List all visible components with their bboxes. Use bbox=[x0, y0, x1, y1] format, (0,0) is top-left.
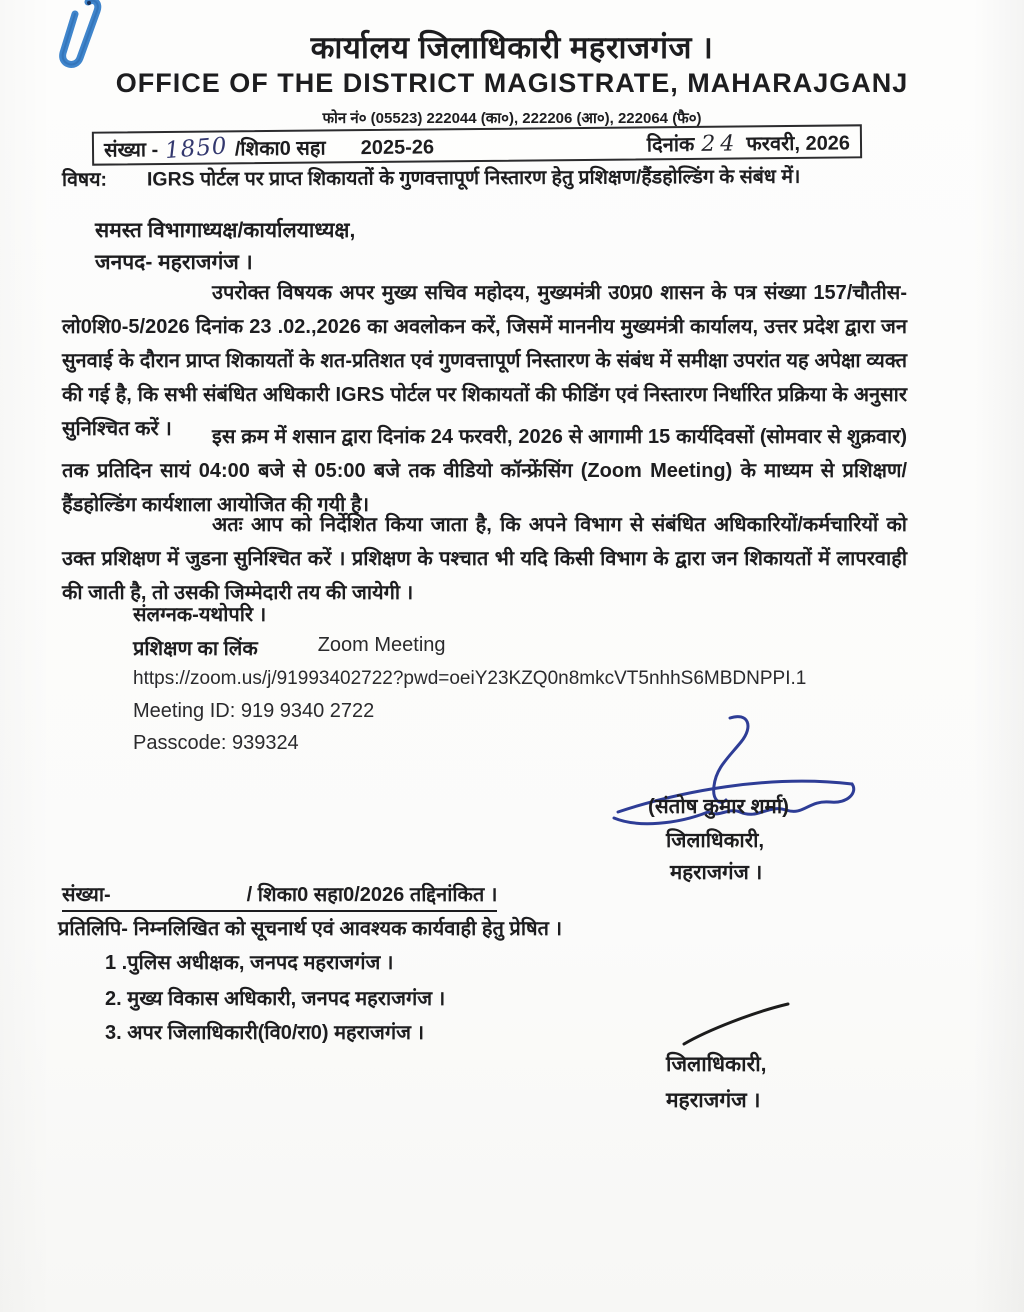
office-title-hindi: कार्यालय जिलाधिकारी महराजगंज । bbox=[310, 30, 714, 65]
copy-ref-blank bbox=[119, 880, 239, 907]
ref-date-handwritten: 24 bbox=[701, 130, 740, 157]
subject-text: IGRS पोर्टल पर प्राप्त शिकायतों के गुणवत्तापूर्ण निस्तारण हेतु प्रशिक्षण/हैंडहोल्डिंग के संबंध में। bbox=[146, 165, 801, 191]
copy-item-1: 1 .पुलिस अधीक्षक, जनपद महराजगंज । bbox=[105, 952, 394, 974]
paragraph-1: उपरोक्त विषयक अपर मुख्य सचिव महोदय, मुख्यमंत्री उ0प्र0 शासन के पत्र संख्या 157/चौतीस-लो0शि0-5/2026 दिनांक 23 .02.,2026 का अवलोकन करें, जिसमें माननीय मुख्यमंत्री कार्यालय, उत्तर प्रदेश द्वारा जन सुनवाई के दौरान प्राप्त शिकायतों के शत-प्रतिशत एवं गुणवत्तापूर्ण निस्तारण के संबंध में समीक्षा उपरांत यह अपेक्षा व्यक्त की गई है, कि सभी संबंधित अधिकारी IGRS पोर्टल पर शिकायतों की फीडिंग एवं निस्तारण निर्धारित प्रक्रिया के अनुसार सुनिश्चित करें । bbox=[62, 282, 907, 440]
copy-intro-line: प्रतिलिपि- निम्नलिखित को सूचनार्थ एवं आवश्यक कार्यवाही हेतु प्रेषित । bbox=[58, 918, 563, 940]
ref-number-label: संख्या - bbox=[103, 138, 159, 162]
ref-number-handwritten: 1850 bbox=[164, 132, 229, 164]
paragraph-2: इस क्रम में शसान द्वारा दिनांक 24 फरवरी, 2026 से आगामी 15 कार्यदिवसों (सोमवार से शुक्रवार) तक प्रतिदिन सायं 04:00 बजे से 05:00 बजे तक वीडियो कॉन्फ्रेंसिंग (Zoom Meeting) के माध्यम से प्रशिक्षण/हैंडहोल्डिंग कार्यशाला आयोजित की गयी है। bbox=[62, 426, 907, 516]
zoom-meeting-url: https://zoom.us/j/91993402722?pwd=oeiY23KZQ0n8mkcVT5nhhS6MBDNPPI.1 bbox=[133, 668, 807, 689]
signature-ink-icon bbox=[608, 712, 870, 844]
copy-ref-line bbox=[62, 880, 497, 912]
subject-line bbox=[62, 161, 942, 192]
training-link-label: प्रशिक्षण का लिंक bbox=[133, 638, 258, 660]
bottom-district: महराजगंज । bbox=[666, 1089, 761, 1112]
copy-item-2: 2. मुख्य विकास अधिकारी, जनपद महराजगंज । bbox=[105, 988, 446, 1010]
zoom-meeting-title: Zoom Meeting bbox=[317, 634, 446, 656]
ref-date-suffix: फरवरी, 2026 bbox=[746, 131, 851, 155]
copy-ref-rest: / शिका0 सहा0/2026 तद्दिनांकित । bbox=[246, 884, 498, 906]
training-link-row bbox=[133, 634, 446, 661]
addressee-line2: जनपद- महराजगंज । bbox=[95, 251, 253, 274]
addressee-line1: समस्त विभागाध्यक्ष/कार्यालयाध्यक्ष, bbox=[95, 219, 356, 242]
copy-item-3: 3. अपर जिलाधिकारी(वि0/रा0) महराजगंज । bbox=[105, 1022, 425, 1044]
subject-label: विषय: bbox=[61, 168, 108, 191]
reference-number-box bbox=[92, 124, 862, 165]
ref-year: 2025-26 bbox=[360, 135, 435, 159]
bottom-designation: जिलाधिकारी, bbox=[666, 1053, 767, 1076]
copy-ref-label: संख्या- bbox=[62, 884, 111, 906]
phone-line: फोन नं० (05523) 222044 (का०), 222206 (आ०), 222064 (फै०) bbox=[322, 110, 702, 127]
signatory-district: महराजगंज । bbox=[670, 861, 763, 884]
paragraph-3: अतः आप को निर्देशित किया जाता है, कि अपने विभाग से संबंधित अधिकारियों/कर्मचारियों को उक्त प्रशिक्षण में जुडना सुनिश्चित करें । प्रशिक्षण के पश्चात भी यदि किसी विभाग के द्वारा जन शिकायतों में लापरवाही की जाती है, तो उसकी जिम्मेदारी तय की जायेगी । bbox=[62, 514, 907, 604]
ref-number-suffix: /शिका0 सहा bbox=[234, 136, 326, 160]
meeting-id-line: Meeting ID: 919 9340 2722 bbox=[133, 700, 375, 722]
signatory-designation: जिलाधिकारी, bbox=[666, 829, 765, 852]
passcode-line: Passcode: 939324 bbox=[133, 732, 299, 754]
signatory-name: (संतोष कुमार शर्मा) bbox=[648, 795, 789, 818]
pen-stroke-icon bbox=[680, 1000, 792, 1048]
office-title-english: OFFICE OF THE DISTRICT MAGISTRATE, MAHARAJGANJ bbox=[115, 68, 909, 98]
ref-date-label: दिनांक bbox=[646, 133, 695, 156]
enclosure-line: संलग्नक-यथोपरि । bbox=[133, 604, 267, 626]
